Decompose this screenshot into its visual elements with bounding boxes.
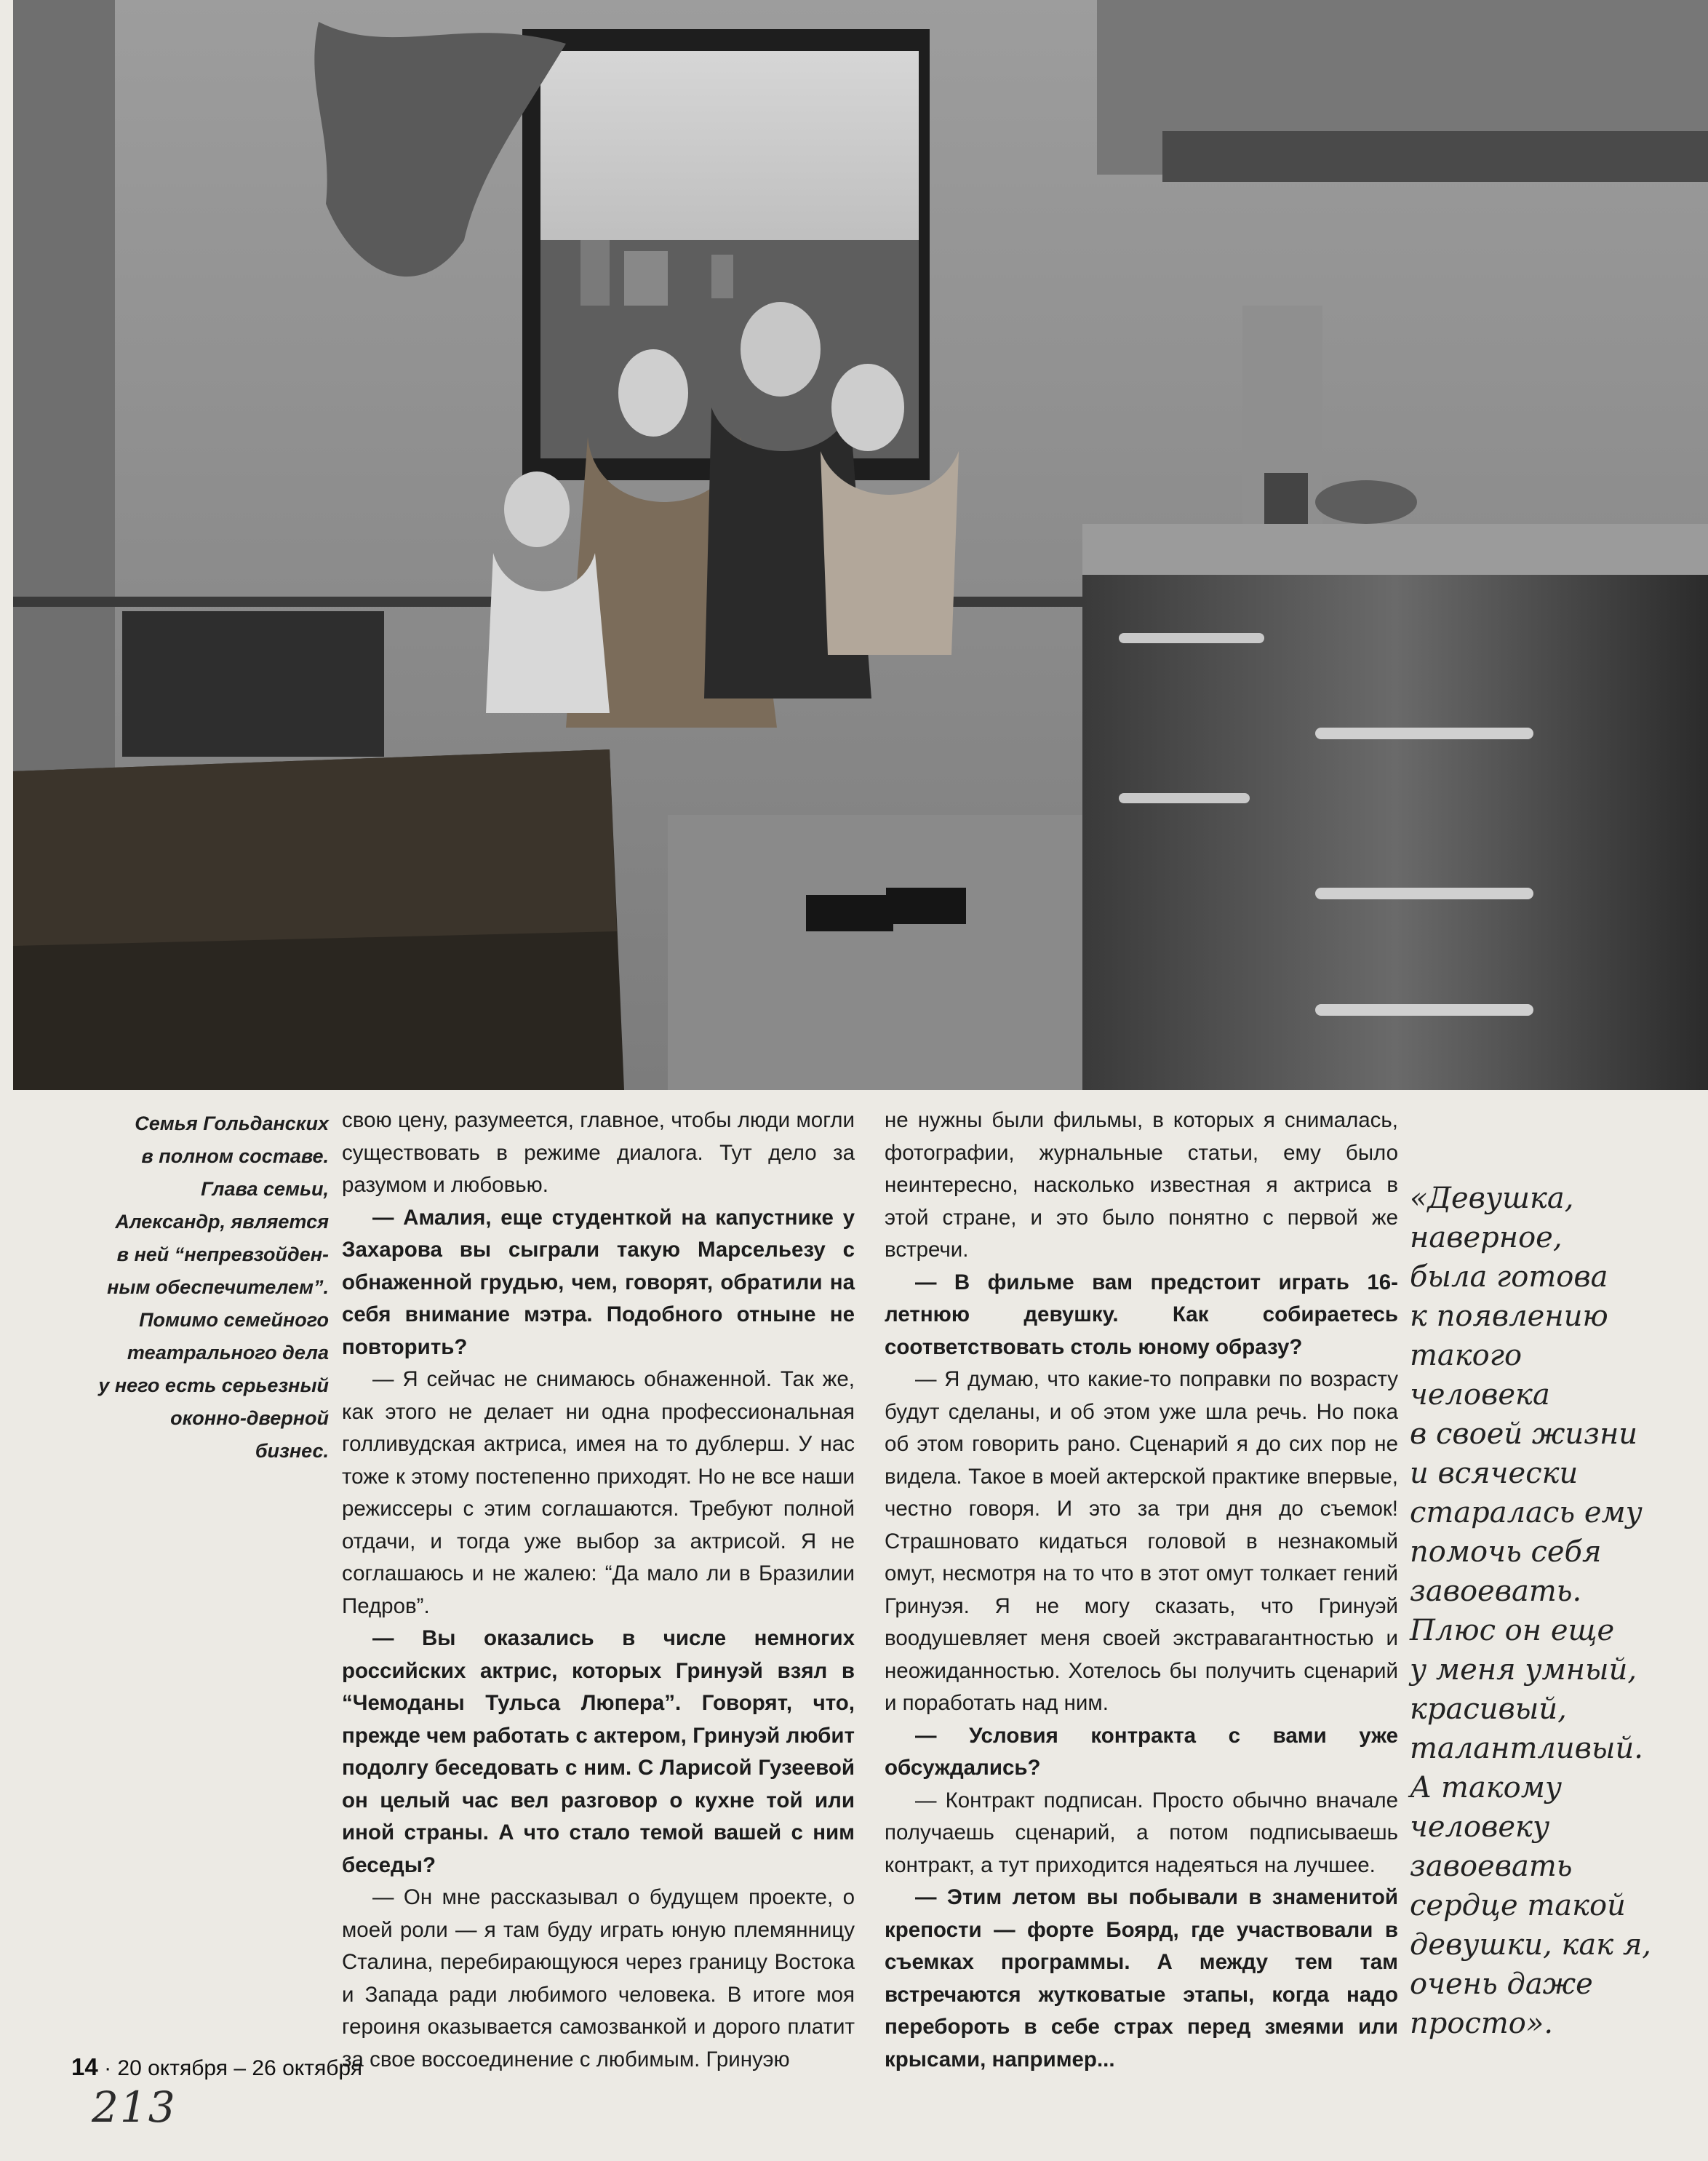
pull-quote-line: человека xyxy=(1410,1378,1550,1412)
photo-caption xyxy=(73,1107,329,1468)
caption-line: Семья Гольданских xyxy=(135,1113,329,1134)
question-paragraph: — Вы оказались в числе немногих российских актрис, которых Гринуэй взял в “Чемоданы Тульса Люпера”. Говорят, что, прежде чем работать с актером, Гринуэй любит подолгу беседовать с ним. С Ларисой Гузеевой он целый час вел разговор о кухне той или иной страны. А что стало темой вашей с ним беседы? xyxy=(342,1626,855,1877)
pull-quote-line: талантливый. xyxy=(1410,1732,1643,1765)
answer-paragraph: — Я думаю, что какие-то поправки по возрасту будут сделаны, и об этом уже шла речь. Но пока об этом говорить рано. Сценарий я до сих пор не видела. Такое в моей актерской практике впервые, честно говоря. И это за три дня до съемок! Страшновато кидаться головой в незнакомый омут, несмотря на то что в этот омут толкает гений Гринуэя. Я не могу сказать, что Гринуэй воодушевляет меня своей экстравагантностью и неожиданностью. Хотелось бы получить сценарий и поработать над ним. xyxy=(885,1367,1398,1715)
pull-quote-line: была готова xyxy=(1410,1260,1608,1294)
caption-line: в ней “непревзойден- xyxy=(116,1243,329,1265)
article-column-2 xyxy=(885,1105,1398,2076)
pull-quote-line: к появлению xyxy=(1410,1300,1608,1333)
question-paragraph: — В фильме вам предстоит играть 16-летнюю девушку. Как собираетесь соответствовать столь юному образу? xyxy=(885,1270,1398,1359)
handwritten-number: 213 xyxy=(92,2082,177,2132)
pull-quote-line: и всячески xyxy=(1410,1457,1579,1490)
answer-paragraph: — Я сейчас не снимаюсь обнаженной. Так же, как этого не делает ни одна профессиональная голливудская актриса, имея на то дублерш. У нас тоже к этому постепенно приходят. Но не все наши режиссеры с этим соглашаются. Требуют полной отдачи, и тогда уже выбор за актрисой. Я не соглашаюсь и не жалею: “Да мало ли в Бразилии Педров”. xyxy=(342,1367,855,1618)
pull-quote-line: «Девушка, xyxy=(1410,1182,1574,1215)
footer-separator: · xyxy=(104,2056,112,2080)
pull-quote-line: у меня умный, xyxy=(1410,1653,1637,1687)
pull-quote-line: такого xyxy=(1410,1339,1523,1372)
pull-quote-line: Плюс он еще xyxy=(1410,1614,1615,1647)
caption-line: у него есть серьезный xyxy=(98,1374,329,1396)
pull-quote-line: старалась ему xyxy=(1410,1496,1643,1529)
family-kitchen-photo xyxy=(13,0,1708,1090)
caption-line: Александр, является xyxy=(115,1211,329,1233)
issue-dates: 20 октября – 26 октября xyxy=(117,2056,362,2080)
question-paragraph: — Этим летом вы побывали в знаменитой крепости — форте Боярд, где участвовали в съемках программы. А между тем там встречаются жутковатые этапы, когда надо перебороть в себе страх перед змеями или крысами, например... xyxy=(885,1885,1398,2072)
caption-line: Глава семьи, xyxy=(201,1178,329,1200)
pull-quote-line: наверное, xyxy=(1410,1221,1563,1254)
answer-paragraph: не нужны были фильмы, в которых я снималась, фотографии, журнальные статьи, ему было неинтересно, насколько известная я актриса в этой стране, и это было понятно с первой же встречи. xyxy=(885,1108,1398,1262)
pull-quote-line: завоевать. xyxy=(1410,1575,1582,1608)
caption-line: в полном составе. xyxy=(141,1145,329,1167)
page-number: 14 xyxy=(71,2053,98,2080)
answer-paragraph: — Он мне рассказывал о будущем проекте, о моей роли — я там буду играть юную племянницу Сталина, перебирающуюся через границу Востока и Запада ради любимого человека. В итоге моя героиня оказывается самозванкой и дорого платит за свое воссоединение с любимым. Гринуэю xyxy=(342,1885,855,2072)
answer-paragraph: свою цену, разумеется, главное, чтобы люди могли существовать в режиме диалога. Тут дело за разумом и любовью. xyxy=(342,1108,855,1197)
pull-quote-line: в своей жизни xyxy=(1410,1417,1638,1451)
question-paragraph: — Амалия, еще студенткой на капустнике у Захарова вы сыграли такую Марсельезу с обнаженной грудью, чем, говорят, обратили на себя внимание мэтра. Подобного отныне не повторить? xyxy=(342,1205,855,1359)
pull-quote xyxy=(1410,1179,1701,2043)
caption-line: ным обеспечителем”. xyxy=(107,1276,329,1298)
pull-quote-line: человеку xyxy=(1410,1810,1550,1844)
caption-line: театрального дела xyxy=(127,1342,329,1364)
pull-quote-line: сердце такой xyxy=(1410,1889,1626,1922)
pull-quote-line: просто». xyxy=(1410,2007,1554,2040)
question-paragraph: — Условия контракта с вами уже обсуждались? xyxy=(885,1723,1398,1780)
pull-quote-line: девушки, как я, xyxy=(1410,1928,1652,1962)
article-column-1 xyxy=(342,1105,855,2076)
pull-quote-line: очень даже xyxy=(1410,1967,1593,2001)
pull-quote-line: помочь себя xyxy=(1410,1535,1602,1569)
pull-quote-line: красивый, xyxy=(1410,1692,1567,1726)
pull-quote-line: А такому xyxy=(1410,1771,1563,1804)
caption-line: бизнес. xyxy=(255,1440,329,1462)
page-footer xyxy=(71,2053,362,2081)
pull-quote-line: завоевать xyxy=(1410,1850,1573,1883)
caption-line: Помимо семейного xyxy=(139,1309,329,1331)
answer-paragraph: — Контракт подписан. Просто обычно вначале получаешь сценарий, а потом подписываешь контракт, а тут приходится надеяться на лучшее. xyxy=(885,1788,1398,1877)
caption-line: оконно-дверной xyxy=(170,1407,329,1429)
photo-illustration xyxy=(13,0,1708,1090)
